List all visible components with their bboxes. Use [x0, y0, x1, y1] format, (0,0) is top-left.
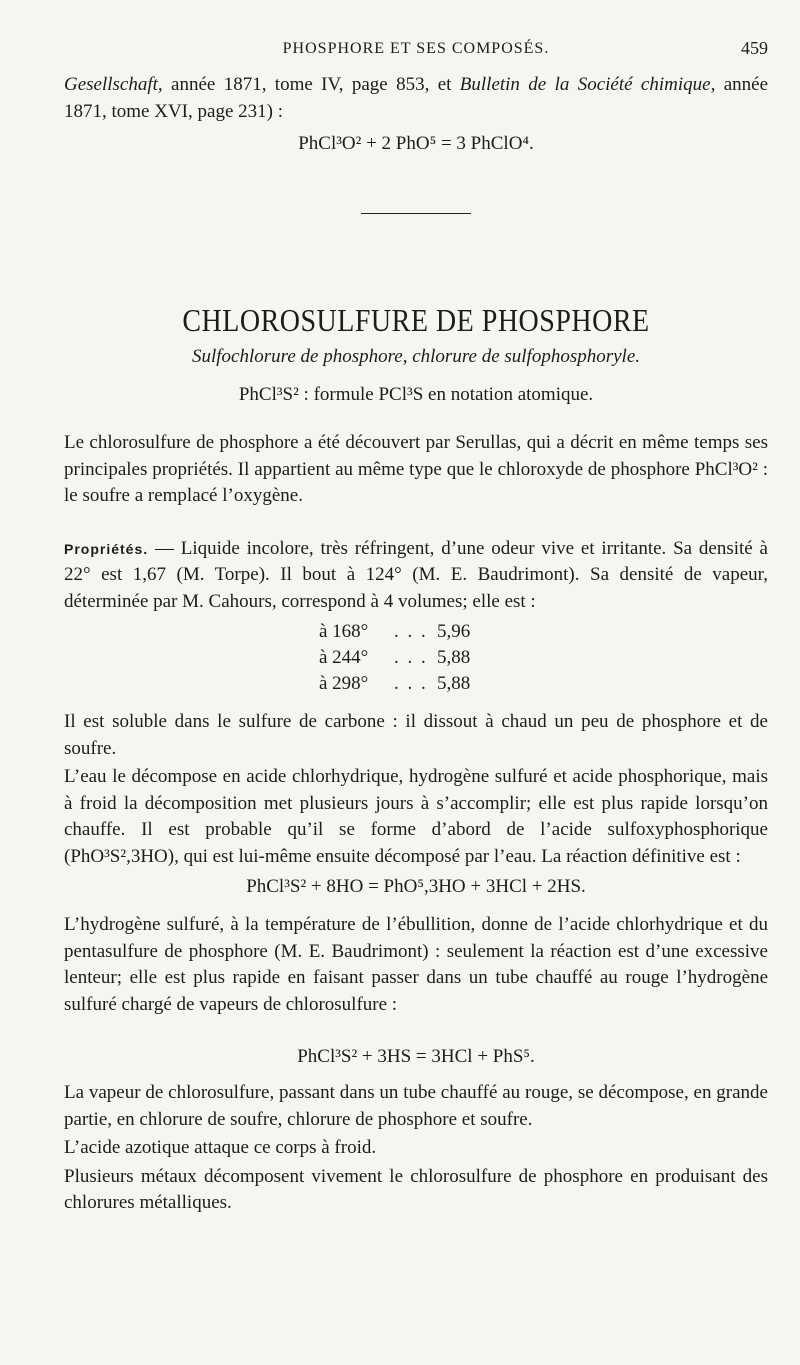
paragraph-discovery: Le chlorosulfure de phosphore a été découvert par Serullas, qui a décrit en même temps ses principales propriétés. Il appartient au même type que le chloroxyde de phosphore PhCl³O² : le soufre a remplacé l’oxygène.: [64, 432, 768, 506]
density-row: [64, 645, 768, 671]
density-row: [64, 619, 768, 645]
equation-2: PhCl³S² + 8HO = PhO⁵,3HO + 3HCl + 2HS.: [246, 876, 586, 897]
properties-lead: Propriétés.: [64, 540, 149, 557]
density-value: 5,88: [437, 647, 471, 668]
paragraph-properties: [64, 536, 768, 616]
intro-italic-2: Bulletin de la Société chimique,: [459, 74, 716, 95]
equation-1: PhCl³O² + 2 PhO⁵ = 3 PhClO⁴.: [298, 133, 534, 154]
page: [64, 34, 768, 1217]
formula-line: PhCl³S² : formule PCl³S en notation atomique.: [238, 384, 594, 405]
running-head: [64, 34, 768, 64]
intro-paragraph: [64, 72, 768, 125]
page-number: 459: [741, 38, 768, 58]
intro-italic-1: Gesellschaft,: [64, 74, 163, 95]
density-table: [64, 619, 768, 697]
section-title: CHLOROSULFURE DE PHOSPHORE: [182, 303, 650, 340]
density-dots: . . .: [394, 621, 428, 642]
density-value: 5,96: [437, 621, 471, 642]
properties-text: — Liquide incolore, très réfringent, d’une odeur vive et irritante. Sa densité à 22° est 1,67 (M. Torpe). Il bout à 124° (M. E. Baudrimont). Sa densité de vapeur, déterminée par M. Cahours, correspond à 4 volumes; elle est :: [64, 537, 768, 612]
paragraph-nitric-acid: L’acide azotique attaque ce corps à froid.: [64, 1137, 377, 1158]
paragraph-water: L’eau le décompose en acide chlorhydrique, hydrogène sulfuré et acide phosphorique, mais à froid la décomposition met plusieurs jours à s’accomplir; elle est plus rapide lorsqu’on chauffe. Il est probable qu’il se forme d’abord de l’acide sulfoxyphosphorique (PhO³S²,3HO), qui est lui-même ensuite décomposé par l’eau. La réaction définitive est :: [64, 766, 768, 867]
intro-text-2: année 1871, tome XVI, page 231) :: [64, 74, 769, 122]
density-temp: à 244°: [319, 647, 369, 668]
section-divider: [361, 213, 471, 214]
density-temp: à 168°: [319, 621, 369, 642]
paragraph-vapour: La vapeur de chlorosulfure, passant dans un tube chauffé au rouge, se décompose, en grande partie, en chlorure de soufre, chlorure de phosphore et soufre.: [64, 1082, 768, 1130]
density-row: [64, 671, 768, 697]
paragraph-metals: Plusieurs métaux décomposent vivement le chlorosulfure de phosphore en produisant des chlorures métalliques.: [64, 1165, 768, 1213]
density-dots: . . .: [394, 673, 428, 694]
intro-text-1: année 1871, tome IV, page 853, et: [162, 74, 460, 95]
density-dots: . . .: [394, 647, 428, 668]
density-value: 5,88: [437, 673, 471, 694]
running-title: PHOSPHORE ET SES COMPOSÉS.: [282, 40, 550, 57]
paragraph-solubility: Il est soluble dans le sulfure de carbone : il dissout à chaud un peu de phosphore et de soufre.: [64, 711, 768, 759]
paragraph-hydrogen-sulfide: L’hydrogène sulfuré, à la température de l’ébullition, donne de l’acide chlorhydrique et du pentasulfure de phosphore (M. E. Baudrimont) : seulement la réaction est d’une excessive lenteur; elle est plus rapide en faisant passer dans un tube chauffé au rouge l’hydrogène sulfuré chargé de vapeurs de chlorosulfure :: [64, 914, 768, 1015]
section-subtitle: Sulfochlorure de phosphore, chlorure de sulfophosphoryle.: [191, 346, 641, 367]
equation-3: PhCl³S² + 3HS = 3HCl + PhS⁵.: [297, 1046, 535, 1067]
density-temp: à 298°: [319, 673, 369, 694]
